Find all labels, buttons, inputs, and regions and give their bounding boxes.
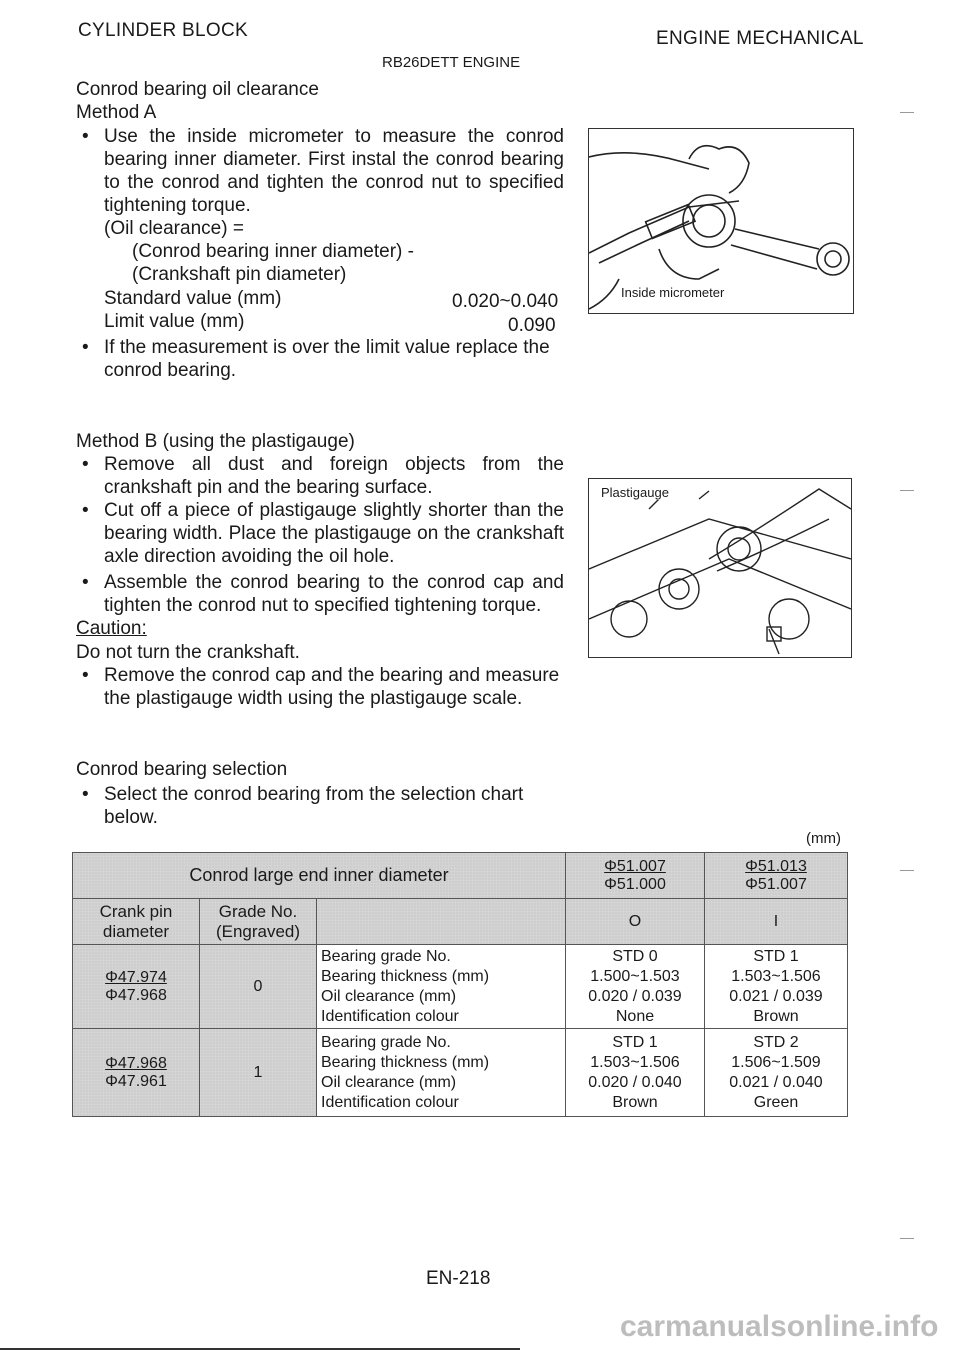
grade-header: Grade No. (Engraved): [200, 899, 317, 945]
row-labels-cell: Bearing grade No. Bearing thickness (mm) Oil clearance (mm) Identification colour: [317, 1029, 566, 1117]
plastigauge-figure: [588, 478, 852, 658]
section-title: CYLINDER BLOCK: [78, 20, 248, 41]
pin-diameter-cell: Φ47.974 Φ47.968: [73, 945, 200, 1029]
footer-rule: [0, 1348, 520, 1350]
grade-cell: 1: [200, 1029, 317, 1117]
watermark: carmanualsonline.info: [620, 1310, 939, 1343]
col1-values-cell: STD 2 1.506~1.509 0.021 / 0.040 Green: [705, 1029, 848, 1117]
col1-range: Φ51.013 Φ51.007: [705, 853, 848, 899]
method-a-bullet-2: • If the measurement is over the limit value replace the conrod bearing.: [82, 337, 550, 381]
col1-values-cell: STD 1 1.503~1.506 0.021 / 0.039 Brown: [705, 945, 848, 1029]
method-b-bullet-2: • Cut off a piece of plastigauge slightly shorter than the bearing width. Place the plastigauge on the crankshaft axle direction avoiding the oil hole.: [82, 500, 564, 567]
inside-micrometer-figure: [588, 128, 854, 314]
blank-header-cell: [317, 899, 566, 945]
selection-bullet: • Select the conrod bearing from the selection chart below.: [82, 784, 524, 828]
formula-line-3: (Crankshaft pin diameter): [132, 264, 347, 285]
margin-mark: [900, 112, 914, 113]
method-b-heading: Method B (using the plastigauge): [76, 431, 355, 452]
col0-grade: O: [566, 899, 705, 945]
crank-pin-header: Crank pin diameter: [73, 899, 200, 945]
page-number: EN-218: [426, 1268, 491, 1289]
col0-range: Φ51.007 Φ51.000: [566, 853, 705, 899]
limit-value: 0.090: [508, 315, 556, 336]
margin-mark: [900, 490, 914, 491]
grade-cell: 0: [200, 945, 317, 1029]
col0-values-cell: STD 0 1.500~1.503 0.020 / 0.039 None: [566, 945, 705, 1029]
method-b-bullet-3: • Assemble the conrod bearing to the conrod cap and tighten the conrod nut to specified tightening torque.: [82, 572, 564, 616]
margin-mark: [900, 870, 914, 871]
col0-values-cell: STD 1 1.503~1.506 0.020 / 0.040 Brown: [566, 1029, 705, 1117]
limit-value-label: Limit value (mm): [104, 311, 245, 332]
margin-mark: [900, 1238, 914, 1239]
method-b-bullet-1: • Remove all dust and foreign objects from the crankshaft pin and the bearing surface.: [82, 454, 564, 498]
selection-heading: Conrod bearing selection: [76, 759, 288, 780]
caution-label: Caution:: [76, 618, 147, 639]
large-end-header: Conrod large end inner diameter: [73, 853, 566, 899]
plastigauge-illustration: [589, 479, 851, 657]
standard-value: 0.020~0.040: [452, 291, 559, 312]
chapter-title: ENGINE MECHANICAL: [656, 28, 864, 49]
method-b-bullet-4: • Remove the conrod cap and the bearing and measure the plastigauge width using the plastigauge scale.: [82, 665, 560, 709]
engine-title: RB26DETT ENGINE: [382, 54, 521, 71]
bearing-selection-table: [72, 852, 848, 1117]
table-row: [73, 1029, 848, 1117]
inside-micrometer-label: Inside micrometer: [621, 285, 725, 300]
plastigauge-label: Plastigauge: [601, 485, 669, 500]
table-row: [73, 945, 848, 1029]
pin-diameter-cell: Φ47.968 Φ47.961: [73, 1029, 200, 1117]
col1-grade: I: [705, 899, 848, 945]
oil-clearance-heading: Conrod bearing oil clearance: [76, 79, 319, 100]
caution-text: Do not turn the crankshaft.: [76, 642, 300, 663]
method-a-bullet-1: • Use the inside micrometer to measure the conrod bearing inner diameter. First instal the conrod bearing to the conrod and tighten the conrod nut to specified tightening torque.: [82, 126, 564, 216]
method-a-heading: Method A: [76, 102, 157, 123]
row-labels-cell: Bearing grade No. Bearing thickness (mm) Oil clearance (mm) Identification colour: [317, 945, 566, 1029]
unit-label: (mm): [806, 830, 841, 847]
standard-value-label: Standard value (mm): [104, 288, 282, 309]
formula-line-2: (Conrod bearing inner diameter) -: [132, 241, 414, 262]
formula-line-1: (Oil clearance) =: [104, 218, 244, 239]
